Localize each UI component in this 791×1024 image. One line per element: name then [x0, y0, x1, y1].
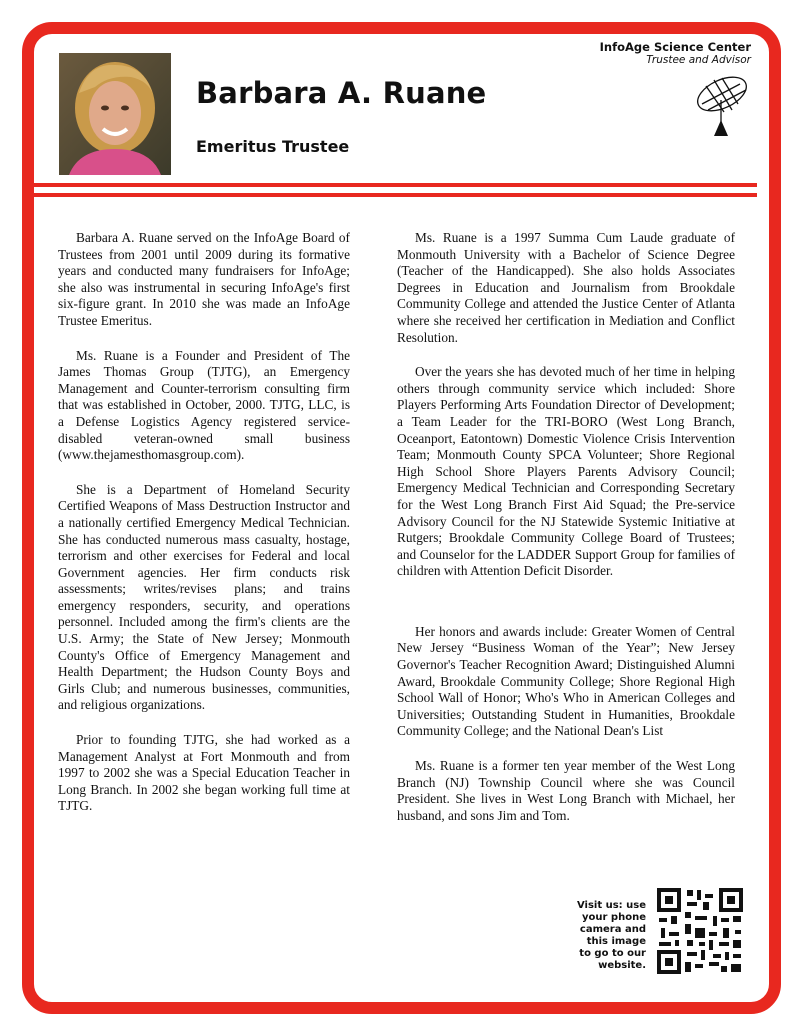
- bio-paragraph: Prior to founding TJTG, she had worked as a Management Analyst at Fort Monmouth and from 1997 to 2002 she was a Special Education Teacher in Long Branch. In 2002 she began working full time at TJTG.: [58, 732, 350, 814]
- bio-paragraph: Ms. Ruane is a former ten year member of the West Long Branch (NJ) Township Council where she was Council President. She lives in West Long Branch with Michael, her husband, and sons Jim and Tom.: [397, 758, 735, 823]
- bio-paragraph: Ms. Ruane is a Founder and President of The James Thomas Group (TJTG), an Emergency Management and Counter-terrorism consulting firm that was established in October, 2000. TJTG, LLC, is a Defense Logistics Agency registered service-disabled veteran-owned small business (www.thejamesthomasgroup.com).: [58, 347, 350, 463]
- visit-text: Visit us: use your phone camera and this image to go to our website.: [576, 900, 646, 971]
- org-block: [600, 40, 751, 66]
- bio-paragraph: Ms. Ruane is a 1997 Summa Cum Laude graduate of Monmouth University with a Bachelor of Science Degree (Teacher of the Handicapped). She also holds Associates Degrees in Education and Journalism from Brookdale Community College and attended the Justice Center of Atlanta where she received her certification in Mediation and Conflict Resolution.: [397, 230, 735, 345]
- subtitle: Emeritus Trustee: [196, 137, 350, 156]
- org-name: InfoAge Science Center: [599, 40, 751, 54]
- qr-code-icon[interactable]: [657, 888, 743, 974]
- header-rule-bottom: [34, 193, 757, 197]
- bio-paragraph: She is a Department of Homeland Security Certified Weapons of Mass Destruction Instructor and a nationally certified Emergency Medical Technician. She has conducted numerous mass casualty, hostage, terrorism and other exercises for Federal and local Government agencies. Her firm conducts risk assessments; writes/revises plans; and trains emergency responders, security, and operations personnel. Included among the firm's clients are the U.S. Army; the State of New Jersey; Monmouth County's Office of Emergency Management and Health Department; the Hudson County Boys and Girls Club; and numerous businesses, communities, and religious organizations.: [58, 481, 350, 713]
- bio-paragraph: Her honors and awards include: Greater Women of Central New Jersey “Business Woman of the Year”; New Jersey Governor's Teacher Recognition Award; Distinguished Alumni Award, Brookdale Community College; Shore Regional High School Wall of Honor; Who's Who in American Colleges and Universities; Outstanding Student in Humanities, Brookdale Community College; and the National Dean's List: [397, 623, 735, 739]
- bio-paragraph: Barbara A. Ruane served on the InfoAge Board of Trustees from 2001 until 2009 during its formative years and conducted many fundraisers for InfoAge; she also was instrumental in securing InfoAge's first six-figure grant. In 2010 she was made an InfoAge Trustee Emeritus.: [58, 230, 350, 328]
- page-title: Barbara A. Ruane: [196, 76, 487, 110]
- portrait-photo: [59, 53, 171, 175]
- header-rule-top: [34, 183, 757, 187]
- org-role: Trustee and Advisor: [646, 54, 751, 66]
- right-column: [397, 230, 735, 842]
- satellite-dish-icon: [688, 70, 752, 140]
- left-column: [58, 230, 350, 833]
- bio-paragraph: Over the years she has devoted much of her time in helping others through community service which included: Shore Players Performing Arts Foundation Director of Development; a Team Leader for the TRI-BORO (West Long Branch, Oceanport, Eatontown) Domestic Violence Crisis Intervention Team; Monmouth County SPCA Volunteer; Shore Regional High School Shore Players Parents Advisory Council; Emergency Medical Technician and Corresponding Secretary for the West Long Branch First Aid Squad; the Pre-service Advisory Council for the NJ Statewide Systemic Initiative at Rutgers; Brookdale Community College Board of Trustees; and Counselor for the LADDER Support Group for families of children with Attention Deficit Disorder.: [397, 364, 735, 579]
